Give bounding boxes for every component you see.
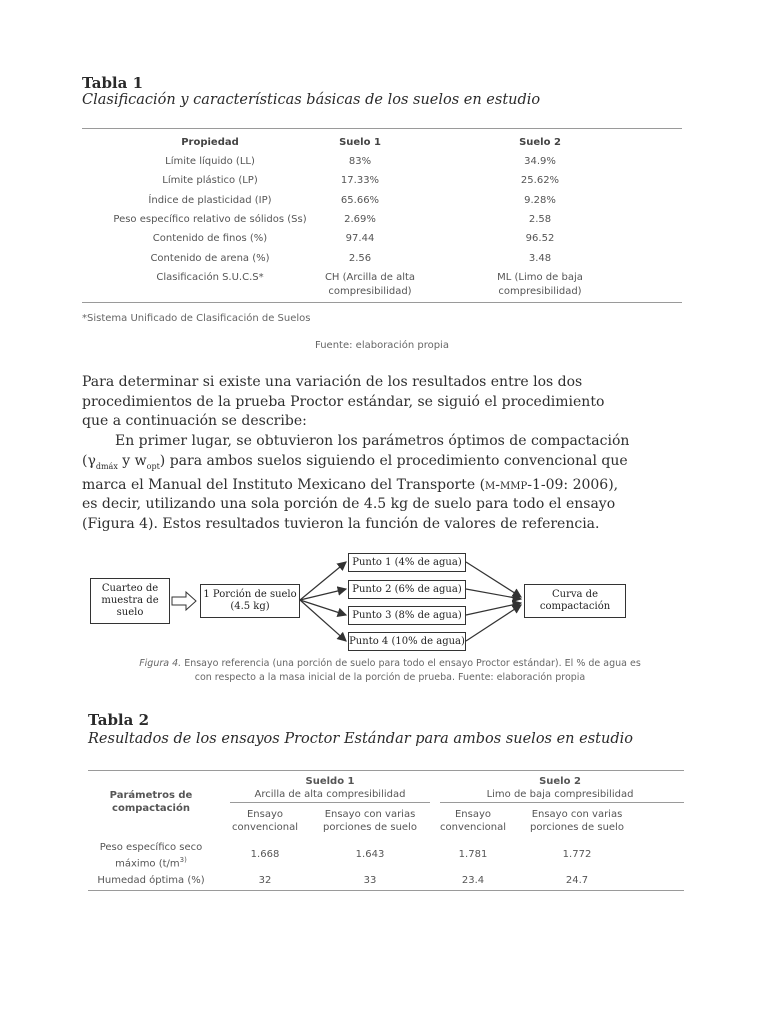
arrow-to-punto3 <box>300 600 346 615</box>
table1-cell: 3.48 <box>528 253 552 264</box>
table1-footnote: *Sistema Unificado de Clasificación de Suelos <box>82 313 311 324</box>
arrow-to-punto1 <box>300 562 346 600</box>
table2-cell: 1.668 <box>250 849 280 860</box>
paragraph-1-line-1: Para determinar si existe una variación de los resultados entre los dos <box>82 374 583 390</box>
table1-top-rule <box>82 128 682 129</box>
table1-cell: 2.69% <box>344 214 376 225</box>
box-punto4: Punto 4 (10% de agua) <box>348 632 466 651</box>
arrow-from-punto2 <box>466 589 521 599</box>
paragraph-1-line-3: que a continuación se describe: <box>82 413 307 429</box>
table2-cell: 1.643 <box>355 849 385 860</box>
box-porcion: 1 Porción de suelo (4.5 kg) <box>200 584 300 618</box>
table2-group2-rule <box>440 802 684 803</box>
table1-row-label: Clasificación S.U.C.S* <box>156 272 264 283</box>
table1-header-property: Propiedad <box>181 137 239 148</box>
table2-top-rule <box>88 770 684 771</box>
table1-cell: 97.44 <box>345 233 375 244</box>
paragraph-1-line-2: procedimientos de la prueba Proctor estándar, se siguió el procedimiento <box>82 393 605 410</box>
table2-cell: 24.7 <box>565 875 589 886</box>
arrow-from-punto1 <box>466 562 521 597</box>
figure4-caption: Figura 4. Ensayo referencia (una porción de suelo para todo el ensayo Proctor estándar). El % de agua es con respecto a la masa inicial de la porción de prueba. Fuente: elaboración propia <box>139 658 641 683</box>
table2-caption: Resultados de los ensayos Proctor Estándar para ambos suelos en estudio <box>88 731 633 747</box>
table1-cell: 2.58 <box>528 214 552 225</box>
table2-cell: 32 <box>258 875 272 886</box>
table1-header-soil1: Suelo 1 <box>339 137 381 148</box>
table1-bottom-rule <box>82 302 682 303</box>
table1-row-label: Límite líquido (LL) <box>165 156 255 167</box>
paragraph-1 <box>82 373 692 432</box>
table1-cell: ML (Limo de baja <box>497 272 583 283</box>
box-punto3: Punto 3 (8% de agua) <box>348 606 466 625</box>
table1-cell: compresibilidad) <box>328 286 412 297</box>
table1-row-label: Índice de plasticidad (IP) <box>148 195 272 206</box>
table1-row-label: Límite plástico (LP) <box>162 175 258 186</box>
paragraph-2-line-2: ($\gamma_{dmáx}$ y $w_{opt}$) para ambos suelos siguiendo el procedimiento convencional que <box>82 452 628 471</box>
table1-row-label: Contenido de finos (%) <box>152 233 268 244</box>
arrow-to-punto4 <box>300 600 346 641</box>
table2-col-var1: Ensayo con varias porciones de suelo <box>323 809 417 833</box>
table1-caption: Clasificación y características básicas de los suelos en estudio <box>82 92 541 108</box>
table2-label: Tabla 2 <box>88 711 150 729</box>
table1-cell: 9.28% <box>524 195 556 206</box>
paragraph-2-line-3: marca el Manual del Instituto Mexicano del Transporte (m-mmp-1-09: 2006), <box>82 476 619 493</box>
table1-label: Tabla 1 <box>82 74 144 92</box>
table1-cell: 34.9% <box>524 156 556 167</box>
table2-cell: 1.772 <box>562 849 592 860</box>
table1-cell: CH (Arcilla de alta <box>324 272 416 283</box>
table2-col-conv2: Ensayo convencional <box>439 809 506 833</box>
table2-group1-header: Sueldo 1 Arcilla de alta compresibilidad <box>254 776 406 800</box>
paragraph-2 <box>82 432 702 534</box>
box-punto2: Punto 2 (6% de agua) <box>348 580 466 599</box>
table2-row1-label: Peso específico seco máximo ($t/m^{3)}$ <box>99 842 203 870</box>
table1-cell: 65.66% <box>340 195 380 206</box>
table1-cell: 96.52 <box>525 233 555 244</box>
table1-cell: 17.33% <box>340 175 380 186</box>
arrow-to-punto2 <box>300 589 346 600</box>
arrow-from-punto3 <box>466 603 521 615</box>
table2-col-conv1: Ensayo convencional <box>231 809 298 833</box>
table1-row-label: Contenido de arena (%) <box>150 253 270 264</box>
table1-row-label: Peso específico relativo de sólidos (Ss) <box>113 214 307 225</box>
table2-group2-header: Suelo 2 Limo de baja compresibilidad <box>486 776 634 800</box>
table1-header-soil2: Suelo 2 <box>519 137 561 148</box>
table2-cell: 33 <box>363 875 377 886</box>
box-punto1: Punto 1 (4% de agua) <box>348 553 466 572</box>
table2-cell: 1.781 <box>458 849 488 860</box>
arrow-from-punto4 <box>466 605 521 641</box>
table2-row2-label: Humedad óptima (%) <box>97 875 205 886</box>
table1-cell: 83% <box>348 156 372 167</box>
paragraph-2-line-4: es decir, utilizando una sola porción de 4.5 kg de suelo para todo el ensayo <box>82 496 616 513</box>
table2-param-header: Parámetros de compactación <box>109 790 193 814</box>
paragraph-2-line-5: (Figura 4). Estos resultados tuvieron la función de valores de referencia. <box>82 515 600 532</box>
table1-cell: compresibilidad) <box>498 286 582 297</box>
box-cuarteo: Cuarteo de muestra de suelo <box>90 578 170 624</box>
table2-group1-rule <box>230 802 430 803</box>
table1-source: Fuente: elaboración propia <box>315 340 449 351</box>
table1-cell: 2.56 <box>348 253 372 264</box>
hollow-arrow-icon <box>172 592 196 610</box>
table1-cell: 25.62% <box>520 175 560 186</box>
box-curva: Curva de compactación <box>524 584 626 618</box>
paragraph-2-line-1: En primer lugar, se obtuvieron los parámetros óptimos de compactación <box>115 433 630 449</box>
table2-cell: 23.4 <box>461 875 485 886</box>
table2-bottom-rule <box>88 890 684 891</box>
table2-col-var2: Ensayo con varias porciones de suelo <box>530 809 624 833</box>
